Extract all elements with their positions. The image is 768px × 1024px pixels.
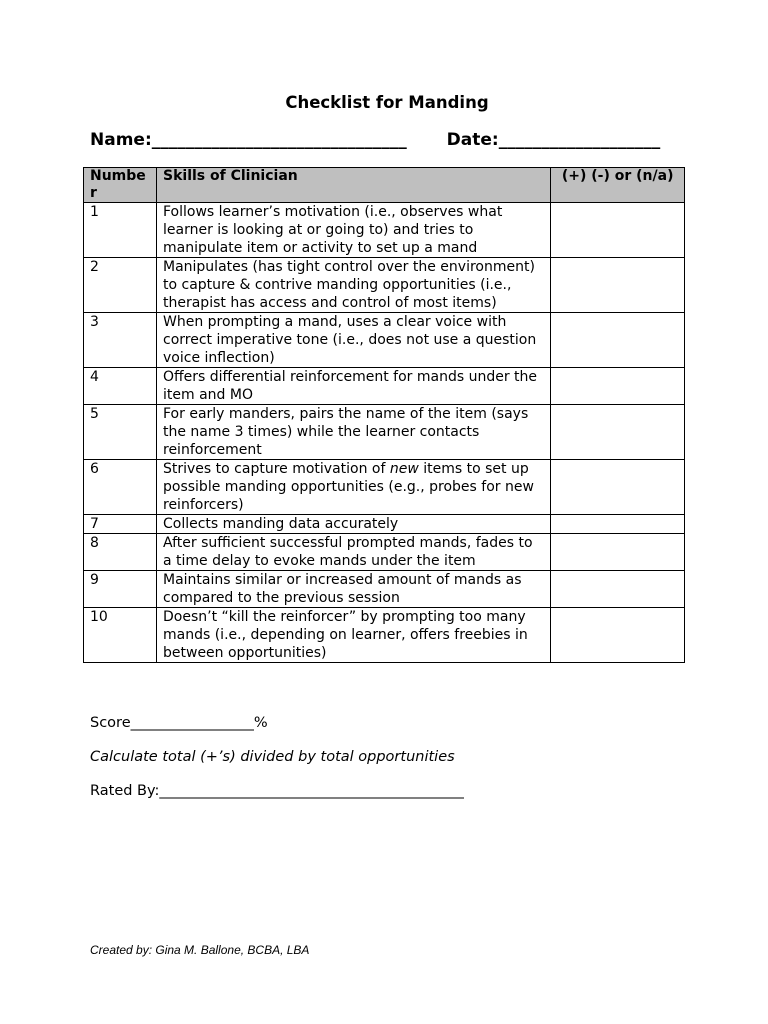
skill-emphasis: new (389, 461, 419, 477)
row-number: 2 (84, 258, 157, 313)
header-number: Number (84, 168, 157, 203)
row-skill: Manipulates (has tight control over the environment) to capture & contrive manding opportunities (i.e., therapist has access and control of most items) (157, 258, 551, 313)
score-label: Score (90, 715, 131, 731)
row-number: 3 (84, 313, 157, 368)
date-blank: ___________________ (498, 130, 661, 150)
row-number: 4 (84, 368, 157, 405)
calculation-note: Calculate total (+’s) divided by total opportunities (90, 749, 455, 765)
row-skill: Maintains similar or increased amount of mands as compared to the previous session (157, 571, 551, 608)
header-skills: Skills of Clinician (157, 168, 551, 203)
rated-by-label: Rated By: (90, 783, 160, 799)
row-rating-cell (551, 203, 685, 258)
date-label: Date: (446, 130, 499, 150)
row-number: 7 (84, 515, 157, 534)
page-title: Checklist for Manding (285, 93, 489, 112)
score-line (90, 715, 268, 731)
score-blank: _________________ (130, 715, 254, 731)
row-skill: When prompting a mand, uses a clear voice with correct imperative tone (i.e., does not use a question voice inflection) (157, 313, 551, 368)
table-row (84, 203, 685, 258)
row-rating-cell (551, 258, 685, 313)
row-rating-cell (551, 368, 685, 405)
table-row (84, 608, 685, 663)
row-skill: Offers differential reinforcement for mands under the item and MO (157, 368, 551, 405)
row-rating-cell (551, 405, 685, 460)
table-row (84, 571, 685, 608)
row-number: 1 (84, 203, 157, 258)
row-rating-cell (551, 515, 685, 534)
table-header-row (84, 168, 685, 203)
row-skill: Follows learner’s motivation (i.e., observes what learner is looking at or going to) and tries to manipulate item or activity to set up a mand (157, 203, 551, 258)
table-row (84, 460, 685, 515)
row-skill: For early manders, pairs the name of the item (says the name 3 times) while the learner contacts reinforcement (157, 405, 551, 460)
footer-credit: Created by: Gina M. Ballone, BCBA, LBA (90, 943, 310, 957)
row-skill (157, 460, 551, 515)
row-skill: Doesn’t “kill the reinforcer” by prompting too many mands (i.e., depending on learner, offers freebies in between opportunities) (157, 608, 551, 663)
name-blank: ______________________________ (151, 130, 407, 150)
row-number: 8 (84, 534, 157, 571)
header-rating: (+) (-) or (n/a) (551, 168, 685, 203)
row-number: 6 (84, 460, 157, 515)
table-row (84, 534, 685, 571)
row-rating-cell (551, 571, 685, 608)
table-row (84, 258, 685, 313)
table-row (84, 368, 685, 405)
row-number: 9 (84, 571, 157, 608)
row-skill: Collects manding data accurately (157, 515, 551, 534)
row-number: 10 (84, 608, 157, 663)
table-row (84, 313, 685, 368)
table-row (84, 515, 685, 534)
score-unit: % (253, 715, 268, 731)
row-skill: After sufficient successful prompted mands, fades to a time delay to evoke mands under the item (157, 534, 551, 571)
skill-text-end: items to set up possible manding opportunities (e.g., probes for new reinforcers) (163, 461, 534, 513)
row-rating-cell (551, 534, 685, 571)
rated-by-blank: __________________________________________ (159, 783, 464, 799)
name-label: Name: (90, 130, 152, 150)
rated-by-line (90, 783, 464, 799)
row-number: 5 (84, 405, 157, 460)
row-rating-cell (551, 608, 685, 663)
row-rating-cell (551, 313, 685, 368)
skills-checklist-table (83, 167, 685, 663)
table-row (84, 405, 685, 460)
skill-text-start: Strives to capture motivation of (163, 461, 390, 477)
row-rating-cell (551, 460, 685, 515)
header-fields (90, 130, 660, 150)
